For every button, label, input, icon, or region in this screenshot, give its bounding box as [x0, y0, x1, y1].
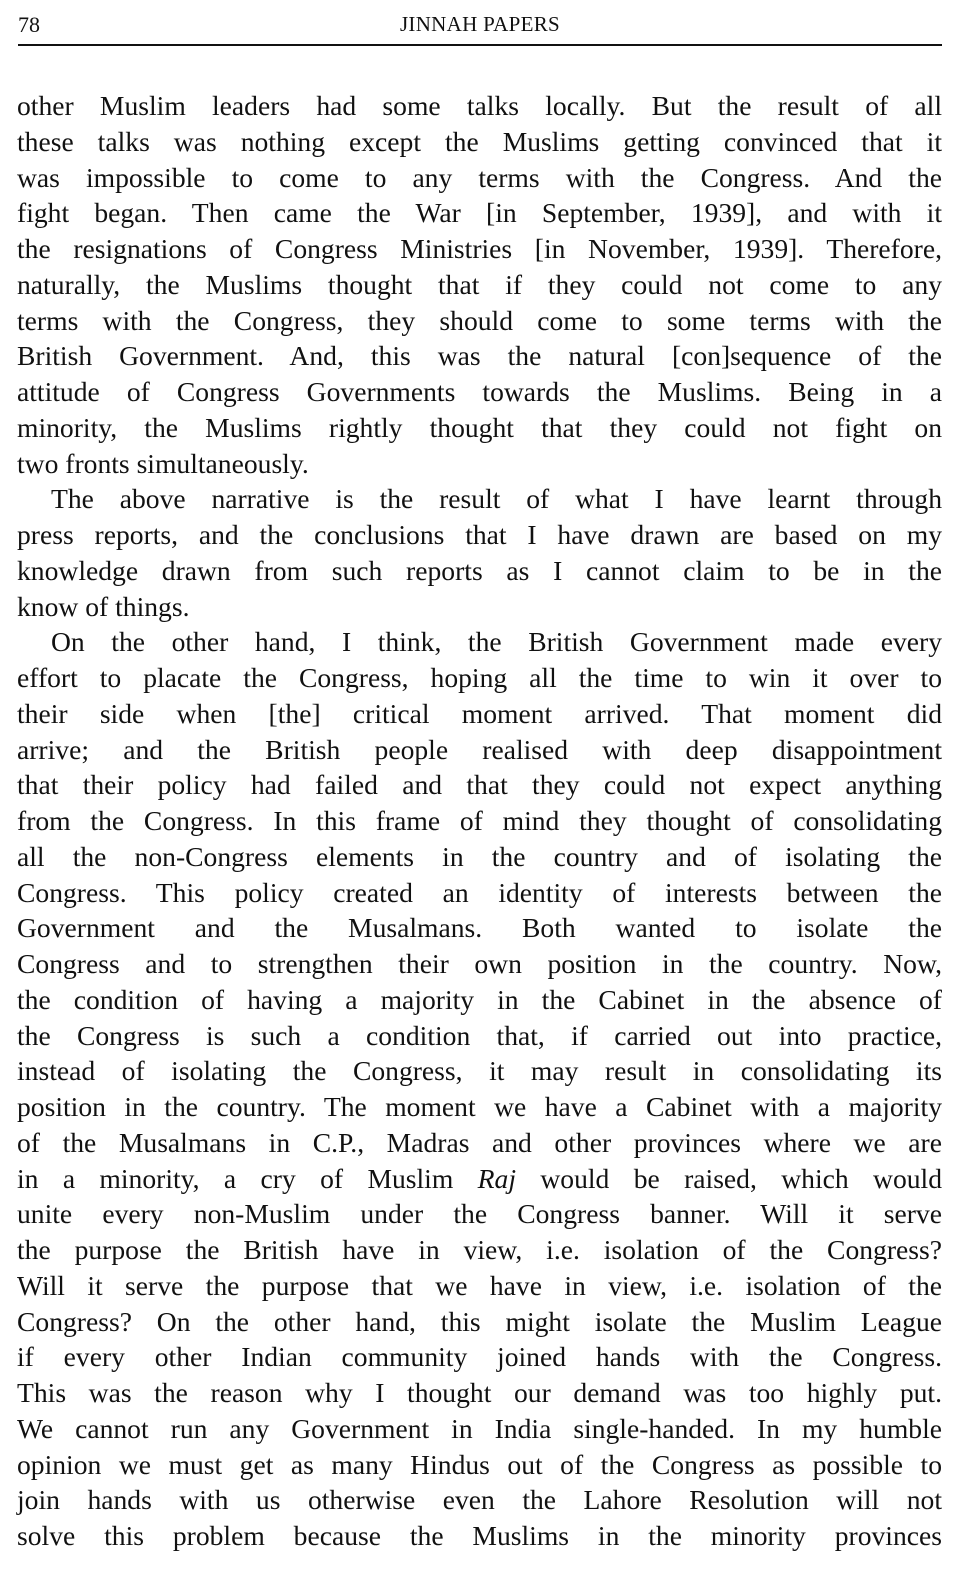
text-line: Congress. This policy created an identity of interests between the [17, 876, 942, 908]
text-line: the resignations of Congress Ministries [in November, 1939]. Therefore, [17, 233, 942, 264]
text-line: effort to placate the Congress, hoping all the time to win it over to [17, 662, 942, 693]
text-line: that their policy had failed and that they could not expect anything [17, 769, 942, 801]
text-line: This was the reason why I thought our demand was too highly put. [17, 1377, 942, 1408]
text-line: Will it serve the purpose that we have in view, i.e. isolation of the [17, 1269, 942, 1301]
italic-term: Raj [477, 1162, 516, 1194]
text-line: all the non-Congress elements in the country and of isolating the [17, 840, 942, 872]
text-line: arrive; and the British people realised with deep disappointment [17, 733, 942, 765]
text-line: Congress? On the other hand, this might isolate the Muslim League [17, 1305, 942, 1337]
text-line: On the other hand, I think, the British Government made every [51, 626, 942, 658]
text-line: was impossible to come to any terms with the Congress. And the [17, 161, 942, 193]
text-line: these talks was nothing except the Muslims getting convinced that it [17, 125, 942, 157]
text-line: We cannot run any Government in India single-handed. In my humble [17, 1412, 942, 1444]
text-line: terms with the Congress, they should come to some terms with the [17, 304, 942, 336]
text-line: other Muslim leaders had some talks locally. But the result of all [17, 90, 942, 121]
text-line: know of things. [17, 590, 190, 622]
text-line: the condition of having a majority in the Cabinet in the absence of [17, 983, 942, 1015]
text-line: Congress and to strengthen their own position in the country. Now, [17, 948, 942, 979]
running-header [18, 6, 942, 46]
text-line: attitude of Congress Governments towards the Muslims. Being in a [17, 376, 942, 407]
text-line: the purpose the British have in view, i.e. isolation of the Congress? [17, 1234, 942, 1265]
page-number: 78 [18, 12, 40, 37]
text-line: knowledge drawn from such reports as I cannot claim to be in the [17, 554, 942, 586]
text-line: from the Congress. In this frame of mind they thought of consolidating [17, 805, 942, 836]
text-line: position in the country. The moment we have a Cabinet with a majority [17, 1091, 942, 1122]
text-line: press reports, and the conclusions that I have drawn are based on my [17, 519, 942, 550]
text-line: naturally, the Muslims thought that if they could not come to any [17, 268, 942, 300]
text-line: the Congress is such a condition that, if carried out into practice, [17, 1019, 942, 1051]
text-line: two fronts simultaneously. [17, 447, 309, 479]
text-line: instead of isolating the Congress, it may result in consolidating its [17, 1055, 942, 1087]
text-line: join hands with us otherwise even the Lahore Resolution will not [17, 1484, 942, 1516]
text-line: British Government. And, this was the natural [con]sequence of the [17, 340, 942, 372]
text-line: Government and the Musalmans. Both wanted to isolate the [17, 912, 942, 944]
text-line: opinion we must get as many Hindus out of the Congress as possible to [17, 1448, 942, 1480]
text-line: solve this problem because the Muslims in the minority provinces [17, 1520, 942, 1551]
text-line: fight began. Then came the War [in September, 1939], and with it [17, 197, 942, 229]
text-line: unite every non-Muslim under the Congress banner. Will it serve [17, 1198, 942, 1230]
running-title: JINNAH PAPERS [399, 12, 561, 36]
text-line: of the Musalmans in C.P., Madras and other provinces where we are [17, 1126, 942, 1158]
text-line: their side when [the] critical moment arrived. That moment did [17, 697, 942, 729]
text-line: The above narrative is the result of what I have learnt through [51, 483, 942, 515]
body-text [17, 88, 942, 1554]
text-line: in a minority, a cry of Muslim Raj would be raised, which would [17, 1162, 942, 1194]
text-line: minority, the Muslims rightly thought that they could not fight on [17, 411, 942, 443]
text-line: if every other Indian community joined hands with the Congress. [17, 1341, 942, 1373]
